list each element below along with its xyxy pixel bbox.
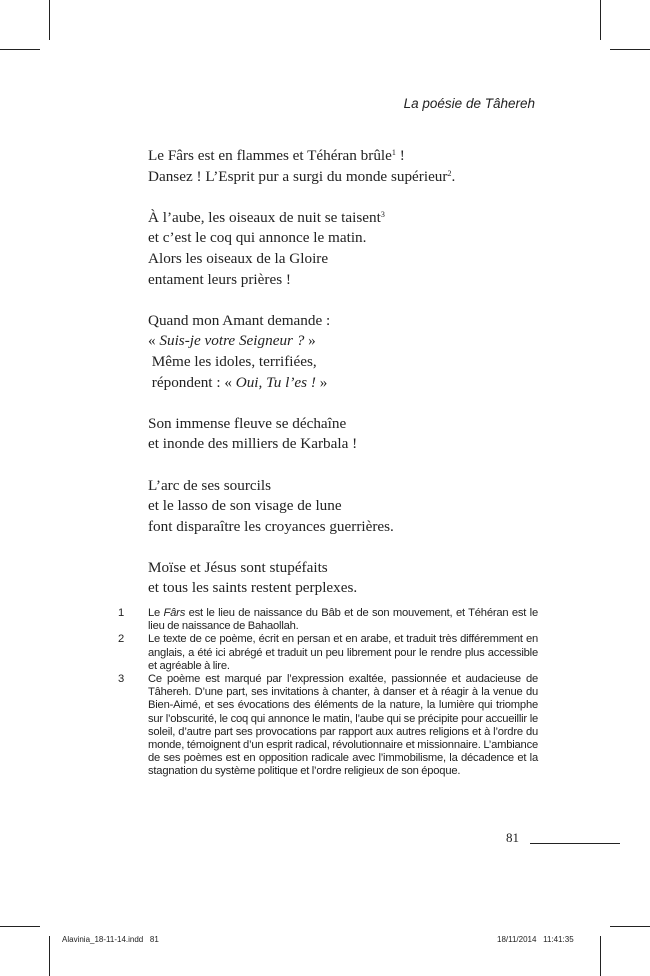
footnote-number: 2 — [118, 633, 125, 646]
crop-mark — [600, 936, 601, 976]
line-text: À l’aube, les oiseaux de nuit se taisent — [148, 208, 381, 226]
poem-line — [148, 331, 455, 352]
footnote-ref: 3 — [380, 209, 385, 219]
poem-line — [148, 352, 455, 373]
line-italic: Oui, Tu l’es ! — [235, 373, 316, 391]
line-text-after: ! — [395, 147, 405, 164]
footnote-italic: Fârs — [163, 607, 186, 619]
line-text: et inonde des milliers de Karbala ! — [148, 435, 358, 453]
page-number-rule — [530, 843, 620, 844]
footnote-text — [148, 607, 538, 633]
running-header: La poésie de Tâhereh — [403, 96, 535, 111]
poem-line — [148, 373, 455, 394]
footnote-pre: Le — [148, 607, 164, 619]
stanza — [148, 414, 455, 455]
line-text: Son immense fleuve se déchaîne — [148, 414, 347, 432]
line-text: répondent : « — [148, 373, 236, 391]
line-text: entament leurs prières ! — [148, 270, 291, 288]
footnote-text — [148, 633, 538, 673]
line-text: Dansez ! L’Esprit pur a surgi du monde supérieur — [148, 167, 448, 185]
line-text-after: . — [451, 167, 456, 185]
stanza — [148, 208, 455, 290]
stanza — [148, 558, 455, 599]
footnote-body: est le lieu de naissance du Bâb et de son mouvement, et Téhéran est le lieu de naissance de Bahaollah. — [148, 607, 538, 633]
poem-line — [148, 578, 455, 599]
stanza — [148, 146, 455, 187]
line-text: Alors les oiseaux de la Gloire — [148, 249, 329, 267]
poem-line — [148, 208, 455, 229]
crop-mark — [610, 49, 650, 50]
footnote — [118, 673, 538, 779]
footnote-body: Ce poème est marqué par l’expression exaltée, passionnée et audacieuse de Tâhereh. D’une part, ses invitations à chanter, à danser et à réagir à la venue du Bien-Aimé, et ses évocations des éléments de la nature, la lumière qui triomphe sur l’obscurité, le coq qui annonce le matin, l’aube qui se précipite pour accueillir le soleil, d’autre part ses provocations par rapport aux autres religions et à l’ordre du monde, témoignent d’un esprit radical, révolutionnaire et missionnaire. L’ambiance de ses poèmes est en opposition radicale avec l’immobilisme, la décadence et la stagnation du système politique et l’ordre religieux de son époque. — [148, 673, 538, 778]
line-text: et le lasso de son visage de lune — [148, 497, 342, 515]
poem — [148, 146, 455, 599]
slug-datetime: 18/11/2014 11:41:35 — [497, 935, 574, 944]
poem-line — [148, 146, 455, 167]
poem-line — [148, 558, 455, 579]
line-text: Même les idoles, terrifiées, — [148, 352, 317, 370]
line-text-after: » — [315, 373, 328, 391]
crop-mark — [49, 936, 50, 976]
line-text-after: » — [304, 332, 316, 350]
poem-line — [148, 434, 455, 455]
page-number: 81 — [506, 830, 519, 845]
footnote-body: Le texte de ce poème, écrit en persan et en arabe, et traduit très différemment en anglais, a été ici abrégé et traduit un peu librement pour le rendre plus accessible et agréable à lire. — [148, 633, 538, 672]
poem-line — [148, 228, 455, 249]
line-text: Moïse et Jésus sont stupéfaits — [148, 558, 328, 576]
line-text: font disparaître les croyances guerrières. — [148, 517, 394, 535]
crop-mark — [600, 0, 601, 40]
line-italic: Suis-je votre Seigneur ? — [159, 332, 305, 350]
footnote — [118, 607, 538, 633]
poem-line — [148, 167, 455, 188]
footnote-text — [148, 673, 538, 779]
poem-line — [148, 311, 455, 332]
footnote-ref: 1 — [391, 148, 396, 157]
line-text: et tous les saints restent perplexes. — [148, 579, 358, 597]
stanza — [148, 476, 455, 538]
footnote-number: 3 — [118, 673, 125, 686]
slug-filename: Alavinia_18-11-14.indd 81 — [62, 935, 159, 944]
line-text: Quand mon Amant demande : — [148, 311, 331, 329]
crop-mark — [0, 926, 40, 927]
poem-line — [148, 270, 455, 291]
poem-line — [148, 249, 455, 270]
line-text: Le Fârs est en flammes et Téhéran brûle — [148, 147, 392, 164]
footnote — [118, 633, 538, 673]
crop-mark — [0, 49, 40, 50]
footnote-ref: 2 — [447, 168, 452, 178]
poem-line — [148, 496, 455, 517]
line-text: et c’est le coq qui annonce le matin. — [148, 229, 367, 247]
poem-line — [148, 414, 455, 435]
footnote-number: 1 — [118, 607, 125, 619]
poem-line — [148, 517, 455, 538]
footnotes — [118, 607, 538, 779]
stanza — [148, 311, 455, 393]
line-text: « — [148, 332, 160, 350]
crop-mark — [49, 0, 50, 40]
poem-line — [148, 476, 455, 497]
line-text: L’arc de ses sourcils — [148, 476, 272, 494]
crop-mark — [610, 926, 650, 927]
